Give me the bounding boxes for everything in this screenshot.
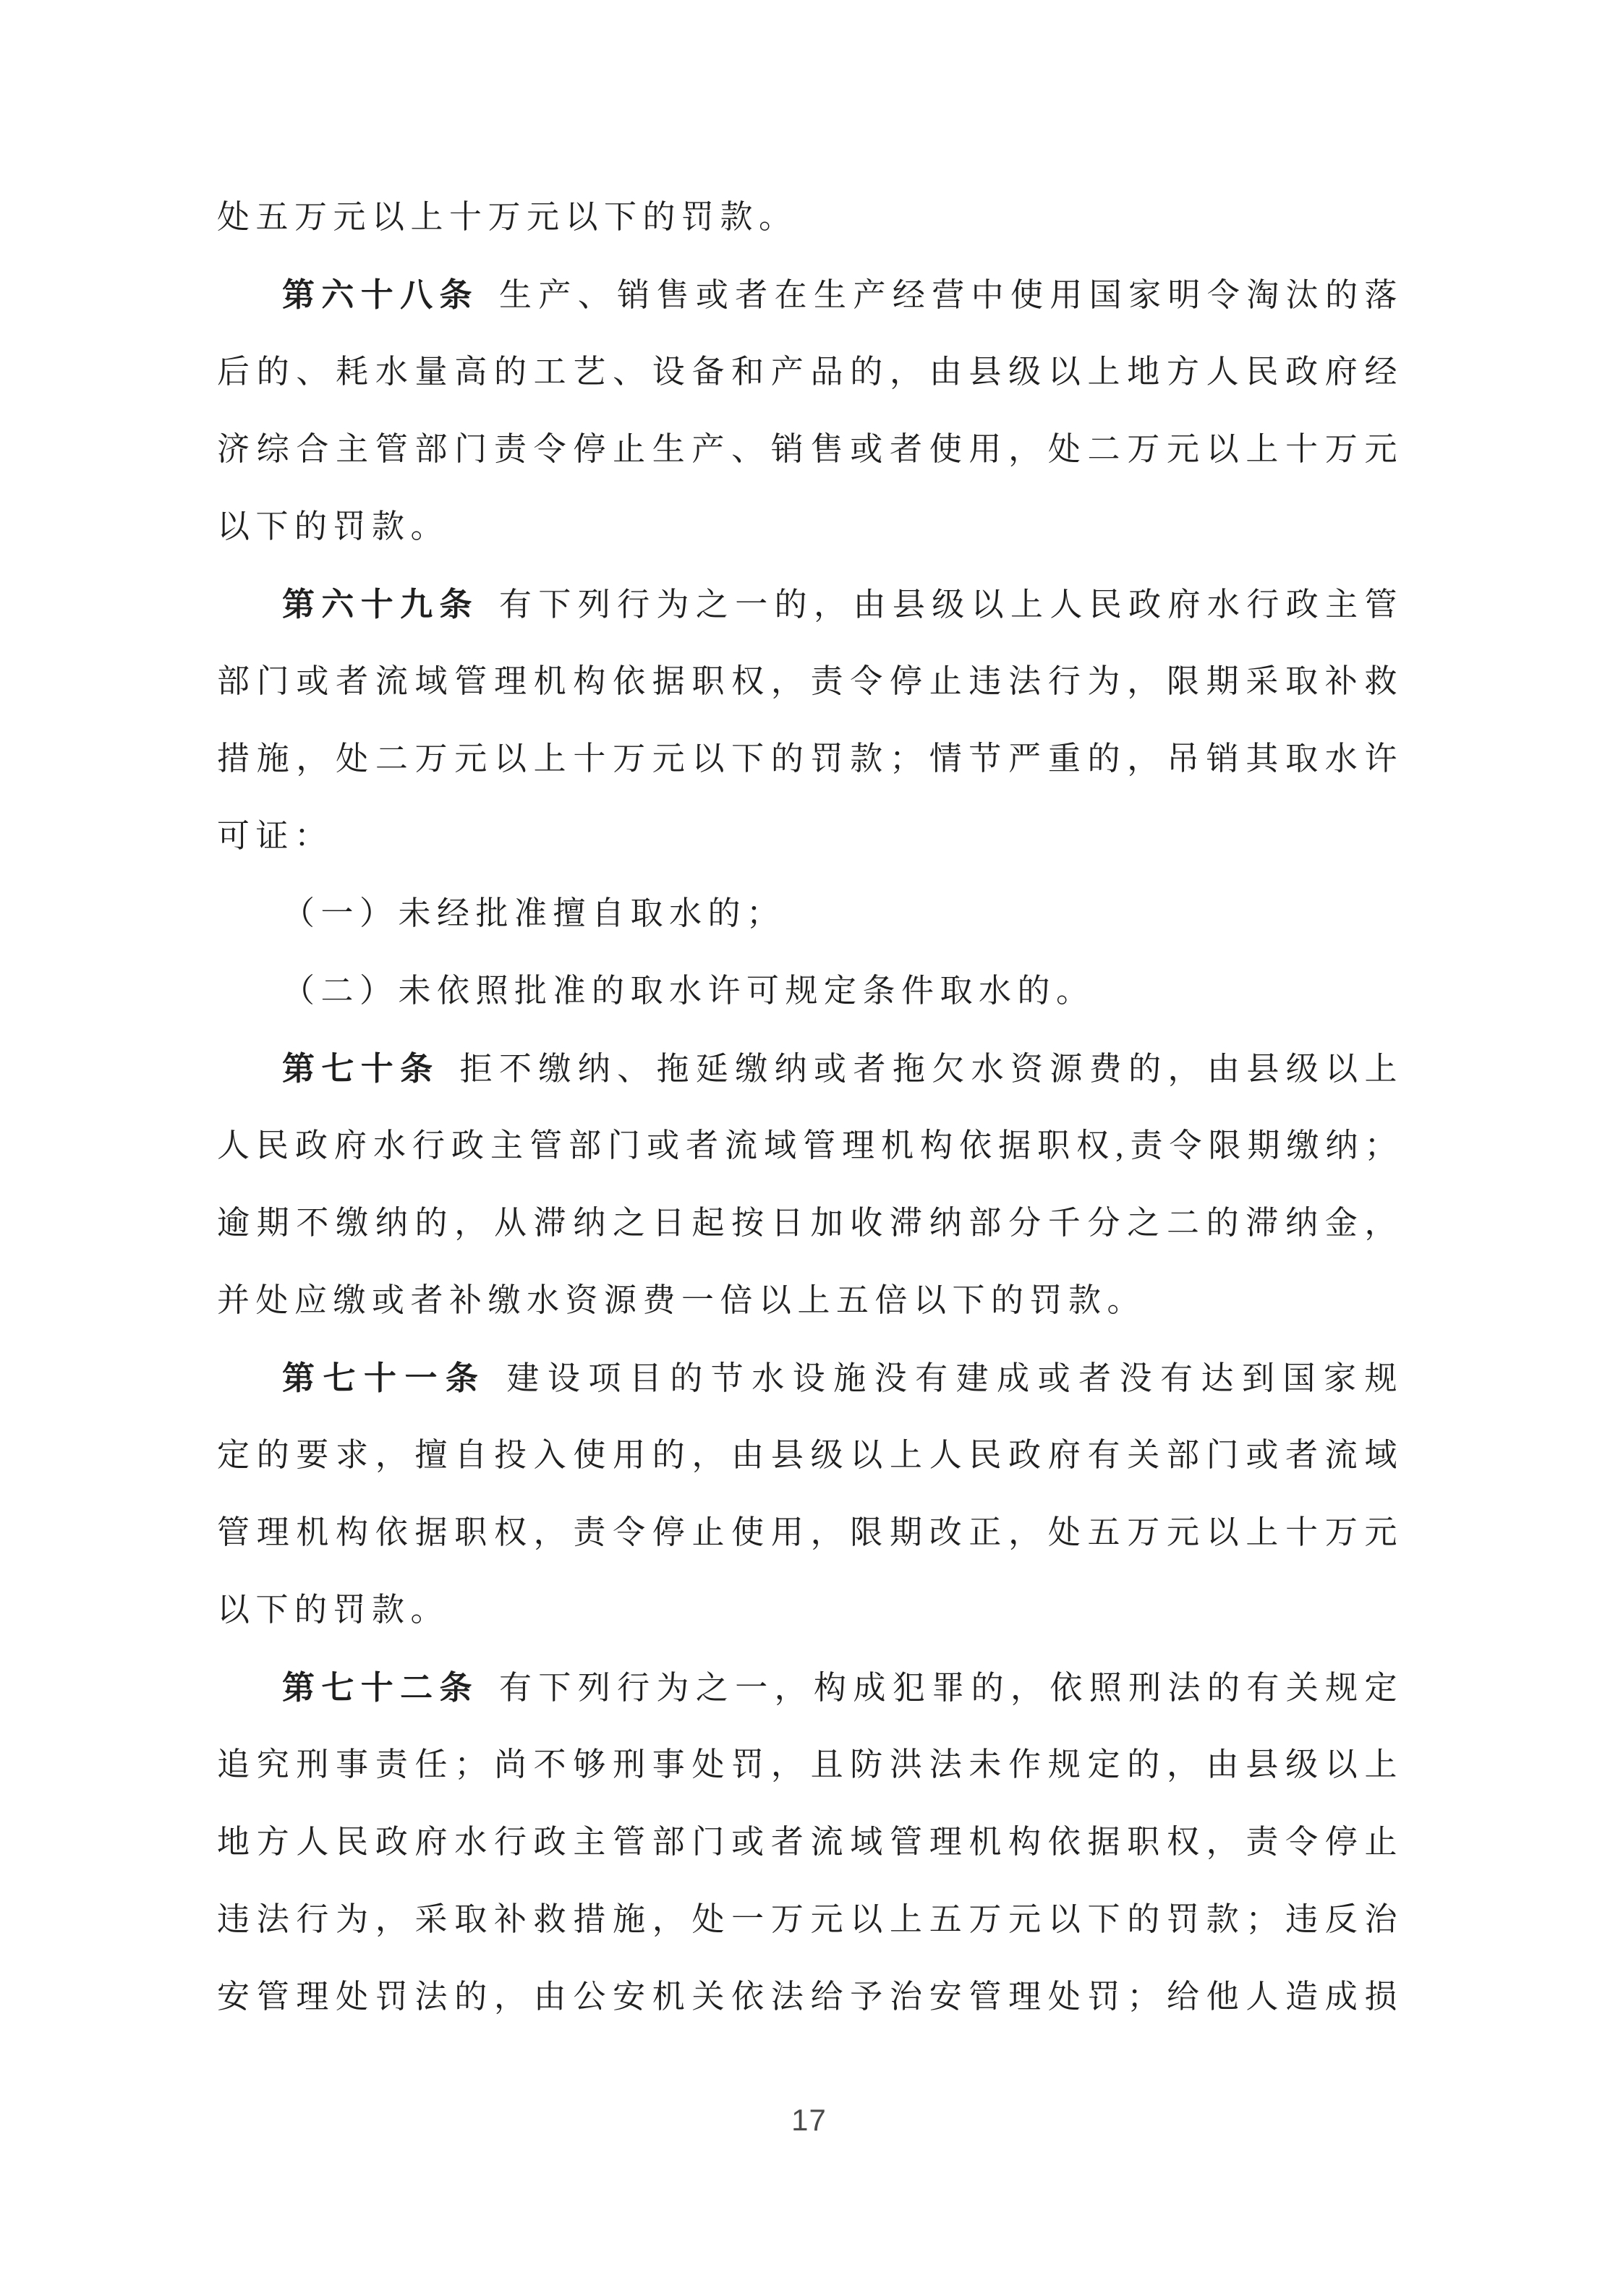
text-line — [217, 798, 1403, 875]
text-line — [217, 1649, 1403, 1726]
line-text: （二）未依照批准的取水许可规定条件取水的。 — [282, 973, 1095, 1009]
line-text: 部门或者流域管理机构依据职权，责令停止违法行为，限期采取补救 — [217, 663, 1403, 699]
text-line — [217, 1726, 1403, 1804]
line-text: 地方人民政府水行政主管部门或者流域管理机构依据职权，责令停止 — [217, 1824, 1403, 1860]
line-text: （一）未经批准擅自取水的； — [282, 895, 785, 931]
page-number: 17 — [791, 2103, 827, 2137]
text-line — [217, 333, 1403, 411]
text-line — [217, 1107, 1403, 1185]
article-number: 第六十九条 — [282, 586, 479, 623]
text-line — [217, 1030, 1403, 1107]
line-text: 可证： — [217, 818, 333, 854]
line-text: 人民政府水行政主管部门或者流域管理机构依据职权,责令限期缴纳； — [217, 1127, 1403, 1164]
line-text: 追究刑事责任；尚不够刑事处罚，且防洪法未作规定的，由县级以上 — [217, 1746, 1403, 1783]
text-line — [217, 952, 1403, 1030]
text-line — [217, 256, 1403, 333]
line-text: 逾期不缴纳的，从滞纳之日起按日加收滞纳部分千分之二的滞纳金， — [217, 1205, 1403, 1241]
article-number: 第七十二条 — [282, 1669, 479, 1706]
line-text: 生产、销售或者在生产经营中使用国家明令淘汰的落 — [498, 277, 1403, 313]
text-line — [217, 411, 1403, 488]
line-text: 定的要求，擅自投入使用的，由县级以上人民政府有关部门或者流域 — [217, 1437, 1403, 1473]
text-line — [217, 875, 1403, 952]
text-line — [217, 179, 1403, 256]
line-text: 建设项目的节水设施没有建成或者没有达到国家规 — [506, 1360, 1403, 1396]
text-line — [217, 566, 1403, 643]
text-line — [217, 1804, 1403, 1881]
line-text: 措施，处二万元以上十万元以下的罚款；情节严重的，吊销其取水许 — [217, 741, 1403, 777]
text-line — [217, 1185, 1403, 1262]
line-text: 后的、耗水量高的工艺、设备和产品的，由县级以上地方人民政府经 — [217, 354, 1403, 390]
line-text: 处五万元以上十万元以下的罚款。 — [217, 199, 798, 235]
text-line — [217, 1417, 1403, 1494]
text-block — [217, 179, 1403, 2036]
text-line — [217, 643, 1403, 720]
line-text: 以下的罚款。 — [217, 508, 450, 545]
text-line — [217, 1339, 1403, 1417]
text-line — [217, 1494, 1403, 1571]
line-text: 并处应缴或者补缴水资源费一倍以上五倍以下的罚款。 — [217, 1282, 1146, 1318]
text-line — [217, 488, 1403, 566]
text-line — [217, 720, 1403, 798]
line-text: 济综合主管部门责令停止生产、销售或者使用，处二万元以上十万元 — [217, 431, 1403, 467]
article-number: 第七十条 — [282, 1050, 440, 1087]
line-text: 管理机构依据职权，责令停止使用，限期改正，处五万元以上十万元 — [217, 1514, 1403, 1550]
line-text: 有下列行为之一的，由县级以上人民政府水行政主管 — [498, 586, 1403, 623]
text-line — [217, 1571, 1403, 1649]
article-number: 第七十一条 — [282, 1360, 487, 1396]
text-line — [217, 1958, 1403, 2036]
text-line — [217, 1262, 1403, 1339]
text-line — [217, 1881, 1403, 1958]
line-text: 以下的罚款。 — [217, 1592, 450, 1628]
line-text: 违法行为，采取补救措施，处一万元以上五万元以下的罚款；违反治 — [217, 1901, 1403, 1937]
line-text: 拒不缴纳、拖延缴纳或者拖欠水资源费的，由县级以上 — [459, 1051, 1403, 1087]
line-text: 有下列行为之一，构成犯罪的，依照刑法的有关规定 — [498, 1670, 1403, 1706]
article-number: 第六十八条 — [282, 276, 479, 313]
line-text: 安管理处罚法的，由公安机关依法给予治安管理处罚；给他人造成损 — [217, 1979, 1403, 2015]
